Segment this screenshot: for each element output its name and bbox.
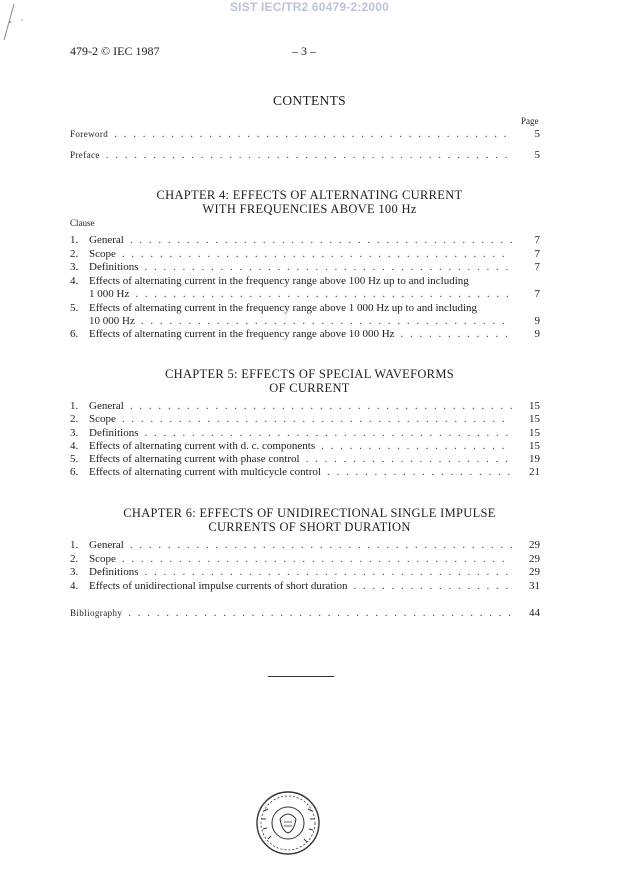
toc-entry-label: Effects of alternating current in the frequency range above 10 000 Hz [89, 328, 395, 340]
leader-dots [122, 553, 512, 566]
toc-entry-number: 3. [70, 566, 79, 578]
toc-entry-label: Effects of alternating current with multicycle control [89, 466, 321, 478]
toc-entry[interactable] [70, 539, 540, 552]
toc-entry-number: 6. [70, 328, 79, 340]
toc-entry-label: Effects of alternating current in the frequency range above 1 000 Hz up to and including [89, 302, 478, 314]
toc-entry[interactable] [70, 580, 540, 593]
toc-entry-label: Definitions [89, 261, 139, 273]
toc-entry-page: 5 [534, 149, 540, 161]
toc-entry[interactable] [70, 234, 540, 247]
toc-entry[interactable] [70, 400, 540, 413]
toc-entry[interactable] [70, 248, 540, 261]
toc-entry-page: 31 [529, 580, 540, 592]
toc-entry-label: General [89, 400, 124, 412]
leader-dots [130, 539, 512, 552]
chapter-4-heading [0, 188, 619, 216]
toc-entry[interactable] [70, 261, 540, 274]
toc-entry-label: General [89, 234, 124, 246]
toc-entry-number: 2. [70, 553, 79, 565]
toc-entry-number: 2. [70, 248, 79, 260]
toc-entry-page: 7 [534, 234, 540, 246]
toc-entry-label: Bibliography [70, 608, 123, 618]
leader-dots [354, 580, 512, 593]
toc-entry-number: 1. [70, 234, 79, 246]
leader-dots [321, 440, 512, 453]
toc-entry[interactable] [70, 566, 540, 579]
toc-entry-label: Effects of unidirectional impulse currents of short duration [89, 580, 348, 592]
library-seal-icon [254, 789, 322, 857]
toc-entry-page: 19 [529, 453, 540, 465]
toc-entry-label: 1 000 Hz [89, 288, 130, 300]
chapter-5-heading [0, 367, 619, 395]
leader-dots [128, 607, 512, 620]
leader-dots [145, 427, 513, 440]
toc-entry-label: 10 000 Hz [89, 315, 135, 327]
toc-entry[interactable] [70, 427, 540, 440]
toc-entry-label: Scope [89, 413, 116, 425]
margin-mark-icon [0, 0, 40, 60]
page-number: – 3 – [292, 44, 316, 58]
toc-entry-page: 9 [534, 315, 540, 327]
toc-entry-number: 2. [70, 413, 79, 425]
toc-entry-page: 29 [529, 566, 540, 578]
toc-entry-number: 4. [70, 440, 79, 452]
toc-entry[interactable] [70, 413, 540, 426]
toc-entry-page: 7 [534, 261, 540, 273]
leader-dots [130, 234, 512, 247]
chapter-heading-line: OF CURRENT [269, 381, 350, 395]
toc-entry-page: 5 [534, 128, 540, 140]
document-reference: 479-2 © IEC 1987 [70, 44, 160, 58]
toc-entry[interactable] [70, 453, 540, 466]
toc-entry-page: 29 [529, 539, 540, 551]
leader-dots [141, 315, 512, 328]
toc-entry-number: 3. [70, 427, 79, 439]
toc-entry-number: 1. [70, 539, 79, 551]
toc-entry-label: Foreword [70, 129, 109, 139]
leader-dots [145, 566, 513, 579]
clause-label: Clause [70, 218, 95, 228]
toc-entry-number: 6. [70, 466, 79, 478]
chapter-6-heading [0, 506, 619, 534]
leader-dots [327, 466, 512, 479]
toc-entry-number: 5. [70, 302, 79, 314]
leader-dots [114, 128, 512, 141]
toc-entry-preface[interactable] [70, 149, 540, 162]
toc-entry-label: Effects of alternating current with phase control [89, 453, 300, 465]
chapter-heading-line: CHAPTER 6: EFFECTS OF UNIDIRECTIONAL SINGLE IMPULSE [123, 506, 496, 520]
toc-entry-page: 15 [529, 400, 540, 412]
toc-entry-foreword[interactable] [70, 128, 540, 141]
toc-entry-label: Preface [70, 150, 100, 160]
leader-dots [145, 261, 513, 274]
leader-dots [106, 149, 512, 162]
toc-entry[interactable] [70, 553, 540, 566]
toc-entry-page: 7 [534, 288, 540, 300]
chapter-heading-line: CHAPTER 4: EFFECTS OF ALTERNATING CURRENT [156, 188, 463, 202]
toc-entry-page: 7 [534, 248, 540, 260]
toc-entry-page: 9 [534, 328, 540, 340]
toc-entry-label: Scope [89, 553, 116, 565]
toc-entry-label: Definitions [89, 427, 139, 439]
toc-entry[interactable] [70, 440, 540, 453]
toc-entry-page: 15 [529, 413, 540, 425]
toc-entry-label: Effects of alternating current with d. c. components [89, 440, 316, 452]
chapter-heading-line: WITH FREQUENCIES ABOVE 100 Hz [202, 202, 417, 216]
toc-entry-number: 5. [70, 453, 79, 465]
toc-entry[interactable] [70, 302, 540, 315]
leader-dots [130, 400, 512, 413]
contents-title: CONTENTS [273, 93, 346, 108]
toc-entry-label: Scope [89, 248, 116, 260]
watermark: SIST IEC/TR2 60479-2:2000 [229, 0, 390, 14]
toc-entry-number: 1. [70, 400, 79, 412]
toc-entry-label: Effects of alternating current in the frequency range above 100 Hz up to and including [89, 275, 469, 287]
toc-entry-page: 21 [529, 466, 540, 478]
page-column-label: Page [521, 116, 539, 126]
leader-dots [401, 328, 512, 341]
toc-entry-continuation[interactable] [70, 315, 540, 328]
toc-entry-number: 4. [70, 580, 79, 592]
toc-entry-page: 15 [529, 427, 540, 439]
toc-entry-number: 3. [70, 261, 79, 273]
toc-entry-page: 15 [529, 440, 540, 452]
closing-rule [268, 676, 334, 677]
chapter-heading-line: CURRENTS OF SHORT DURATION [208, 520, 411, 534]
chapter-heading-line: CHAPTER 5: EFFECTS OF SPECIAL WAVEFORMS [165, 367, 454, 381]
toc-entry-continuation[interactable] [70, 288, 540, 301]
leader-dots [122, 413, 512, 426]
toc-entry[interactable] [70, 466, 540, 479]
toc-entry[interactable] [70, 275, 540, 288]
leader-dots [135, 288, 512, 301]
leader-dots [122, 248, 512, 261]
toc-entry-bibliography[interactable] [70, 607, 540, 620]
toc-entry-label: Definitions [89, 566, 139, 578]
toc-entry-label: General [89, 539, 124, 551]
toc-entry[interactable] [70, 328, 540, 341]
toc-entry-page: 29 [529, 553, 540, 565]
leader-dots [306, 453, 512, 466]
toc-entry-number: 4. [70, 275, 79, 287]
toc-entry-page: 44 [529, 607, 540, 619]
